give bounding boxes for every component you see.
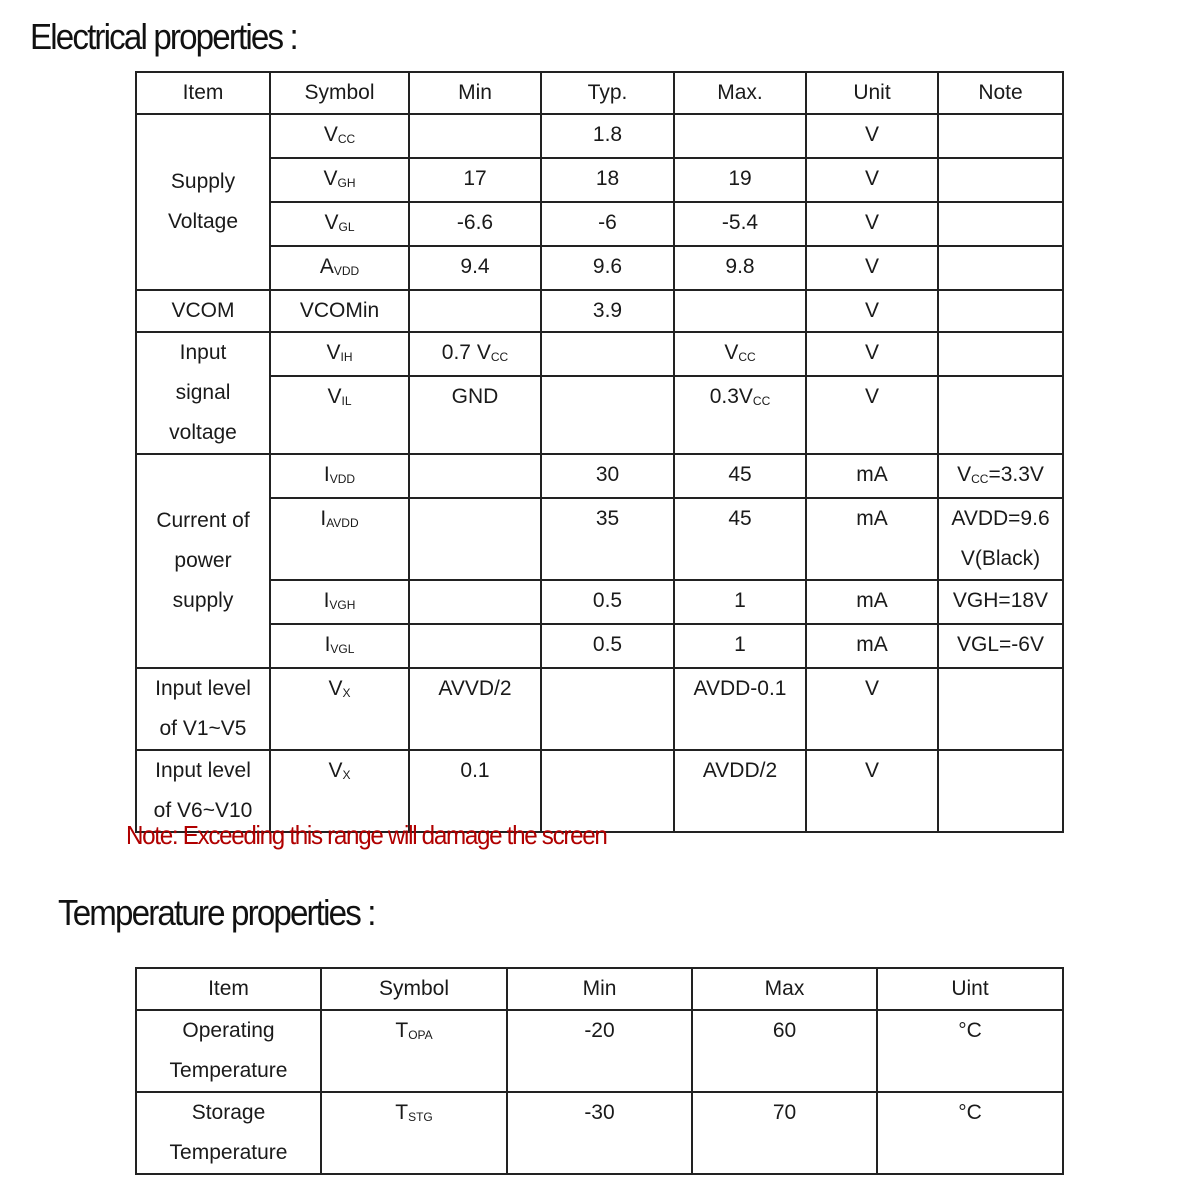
note-cell: [938, 202, 1063, 246]
table-row: [136, 290, 1063, 332]
symbol-cell: [270, 580, 409, 624]
symbol-main: V: [323, 167, 338, 190]
symbol-main: I: [324, 633, 331, 656]
header-unit: Unit: [806, 72, 938, 114]
symbol-cell: [270, 668, 409, 750]
symbol-cell: [270, 202, 409, 246]
min-cell: [409, 114, 541, 158]
symbol-main: I: [323, 589, 330, 612]
typ-cell: 18: [541, 158, 674, 202]
item-label-line: Temperature: [169, 1141, 288, 1164]
item-label-line: Input: [179, 341, 227, 364]
symbol-cell: [270, 376, 409, 454]
min-cell: [409, 290, 541, 332]
min-cell: [409, 376, 541, 454]
symbol-main: V: [328, 677, 343, 700]
table-row: [136, 1092, 1063, 1174]
note-line: V(Black): [960, 547, 1041, 570]
note-cell: [938, 290, 1063, 332]
header-item: Item: [136, 72, 270, 114]
symbol-subscript: VGL: [330, 642, 355, 656]
item-vcom: VCOM: [136, 290, 270, 332]
typ-cell: [541, 668, 674, 750]
max-cell: [674, 332, 806, 376]
note-cell: [938, 454, 1063, 498]
symbol-main: I: [320, 507, 327, 530]
unit-cell: °C: [877, 1010, 1063, 1092]
max-cell: 45: [674, 498, 806, 580]
symbol-cell: [270, 158, 409, 202]
electrical-properties-heading: Electrical properties :: [30, 16, 297, 57]
max-subscript: CC: [752, 394, 771, 408]
symbol-main: V: [327, 385, 342, 408]
item-label-line: Input level: [155, 759, 251, 782]
item-label-line: power: [174, 549, 232, 572]
unit-cell: V: [806, 114, 938, 158]
note-line: AVDD=9.6: [951, 507, 1050, 530]
typ-cell: [541, 332, 674, 376]
item-label-line: signal: [175, 381, 231, 404]
note-rest: =3.3V: [988, 463, 1044, 486]
note-cell: [938, 376, 1063, 454]
item-label-line: Voltage: [167, 210, 239, 233]
note-cell: [938, 750, 1063, 832]
note-cell: VGL=-6V: [938, 624, 1063, 668]
unit-cell: mA: [806, 580, 938, 624]
symbol-cell: [270, 114, 409, 158]
typ-cell: 30: [541, 454, 674, 498]
symbol-main: A: [319, 255, 334, 278]
typ-cell: 0.5: [541, 624, 674, 668]
item-label-line: supply: [172, 589, 234, 612]
typ-cell: -6: [541, 202, 674, 246]
note-cell: [938, 158, 1063, 202]
electrical-properties-table: [135, 71, 1064, 833]
note-cell: [938, 246, 1063, 290]
table-row: [136, 454, 1063, 498]
min-cell: 17: [409, 158, 541, 202]
header-max: Max: [692, 968, 877, 1010]
header-symbol: Symbol: [270, 72, 409, 114]
item-label-line: Temperature: [169, 1059, 288, 1082]
note-cell: [938, 498, 1063, 580]
max-cell: [674, 376, 806, 454]
max-cell: 1: [674, 580, 806, 624]
max-cell: -5.4: [674, 202, 806, 246]
temperature-properties-heading: Temperature properties :: [58, 892, 375, 933]
min-subscript: CC: [490, 350, 509, 364]
min-cell: [409, 624, 541, 668]
table-row: [136, 580, 1063, 624]
typ-cell: 9.6: [541, 246, 674, 290]
min-cell: -30: [507, 1092, 692, 1174]
item-current-of-power-supply: [136, 454, 270, 668]
item-input-level-v1-v5: [136, 668, 270, 750]
min-cell: 9.4: [409, 246, 541, 290]
min-main: GND: [451, 385, 499, 408]
note-cell: [938, 332, 1063, 376]
symbol-main: I: [323, 463, 330, 486]
symbol-subscript: IH: [340, 350, 353, 364]
typ-cell: [541, 376, 674, 454]
symbol-subscript: CC: [337, 132, 356, 146]
symbol-subscript: OPA: [408, 1028, 433, 1042]
item-label-line: voltage: [169, 421, 237, 444]
table-row: [136, 246, 1063, 290]
symbol-subscript: X: [342, 686, 351, 700]
unit-cell: mA: [806, 624, 938, 668]
table-row: [136, 668, 1063, 750]
item-storage-temperature: [136, 1092, 321, 1174]
symbol-subscript: X: [342, 768, 351, 782]
note-main: V: [957, 463, 972, 486]
table-row: [136, 332, 1063, 376]
symbol-main: V: [326, 341, 341, 364]
symbol-subscript: AVDD: [326, 516, 359, 530]
min-cell: [409, 580, 541, 624]
max-cell: 19: [674, 158, 806, 202]
header-symbol: Symbol: [321, 968, 507, 1010]
typ-cell: 1.8: [541, 114, 674, 158]
unit-cell: V: [806, 158, 938, 202]
symbol-subscript: GL: [338, 220, 355, 234]
symbol-cell: VCOMin: [270, 290, 409, 332]
item-label-line: of V6~V10: [153, 799, 253, 822]
header-typ: Typ.: [541, 72, 674, 114]
symbol-cell: [321, 1092, 507, 1174]
max-cell: 70: [692, 1092, 877, 1174]
max-cell: 45: [674, 454, 806, 498]
unit-cell: V: [806, 750, 938, 832]
header-unit: Uint: [877, 968, 1063, 1010]
max-cell: AVDD-0.1: [674, 668, 806, 750]
symbol-cell: [270, 332, 409, 376]
symbol-subscript: GH: [337, 176, 356, 190]
symbol-cell: [270, 454, 409, 498]
table-header-row: [136, 72, 1063, 114]
header-max: Max.: [674, 72, 806, 114]
unit-cell: V: [806, 246, 938, 290]
item-label-line: Supply: [170, 170, 236, 193]
item-label-line: Input level: [155, 677, 251, 700]
table-row: [136, 158, 1063, 202]
symbol-main: T: [395, 1101, 409, 1124]
unit-cell: V: [806, 668, 938, 750]
header-item: Item: [136, 968, 321, 1010]
symbol-subscript: VDD: [329, 472, 356, 486]
item-supply-voltage: [136, 114, 270, 290]
symbol-subscript: STG: [408, 1110, 433, 1124]
min-cell: AVVD/2: [409, 668, 541, 750]
typ-cell: 35: [541, 498, 674, 580]
min-main: 0.7 V: [441, 341, 491, 364]
table-row: [136, 376, 1063, 454]
max-cell: AVDD/2: [674, 750, 806, 832]
damage-warning-note: Note: Exceeding this range will damage the screen: [126, 820, 607, 850]
unit-cell: V: [806, 332, 938, 376]
table-header-row: [136, 968, 1063, 1010]
min-cell: [409, 498, 541, 580]
symbol-cell: [270, 246, 409, 290]
symbol-subscript: VGH: [329, 598, 356, 612]
unit-cell: mA: [806, 454, 938, 498]
item-label-line: Operating: [182, 1019, 275, 1042]
unit-cell: V: [806, 202, 938, 246]
min-cell: -6.6: [409, 202, 541, 246]
item-input-signal-voltage: [136, 332, 270, 454]
max-cell: 1: [674, 624, 806, 668]
table-row: [136, 624, 1063, 668]
symbol-main: V: [323, 123, 338, 146]
item-label-line: Current of: [156, 509, 250, 532]
unit-cell: V: [806, 290, 938, 332]
symbol-main: V: [328, 759, 343, 782]
table-row: [136, 1010, 1063, 1092]
unit-cell: mA: [806, 498, 938, 580]
temperature-properties-table: [135, 967, 1064, 1175]
item-label-line: of V1~V5: [159, 717, 247, 740]
item-operating-temperature: [136, 1010, 321, 1092]
header-note: Note: [938, 72, 1063, 114]
note-subscript: CC: [971, 472, 989, 486]
note-cell: [938, 668, 1063, 750]
symbol-main: V: [324, 211, 339, 234]
symbol-subscript: IL: [341, 394, 352, 408]
symbol-cell: [270, 624, 409, 668]
max-subscript: CC: [738, 350, 756, 364]
min-cell: [409, 332, 541, 376]
min-cell: 0.1: [409, 750, 541, 832]
header-min: Min: [507, 968, 692, 1010]
symbol-cell: [270, 498, 409, 580]
max-main: 0.3V: [709, 385, 753, 408]
table-row: [136, 202, 1063, 246]
header-min: Min: [409, 72, 541, 114]
table-row: [136, 498, 1063, 580]
min-cell: [409, 454, 541, 498]
note-cell: [938, 114, 1063, 158]
symbol-cell: [321, 1010, 507, 1092]
typ-cell: 0.5: [541, 580, 674, 624]
symbol-subscript: VDD: [333, 264, 360, 278]
max-cell: 9.8: [674, 246, 806, 290]
min-cell: -20: [507, 1010, 692, 1092]
max-cell: [674, 114, 806, 158]
unit-cell: °C: [877, 1092, 1063, 1174]
table-row: [136, 114, 1063, 158]
typ-cell: 3.9: [541, 290, 674, 332]
max-cell: [674, 290, 806, 332]
note-cell: VGH=18V: [938, 580, 1063, 624]
max-main: V: [724, 341, 739, 364]
item-label-line: Storage: [191, 1101, 266, 1124]
max-cell: 60: [692, 1010, 877, 1092]
symbol-main: T: [395, 1019, 409, 1042]
unit-cell: V: [806, 376, 938, 454]
